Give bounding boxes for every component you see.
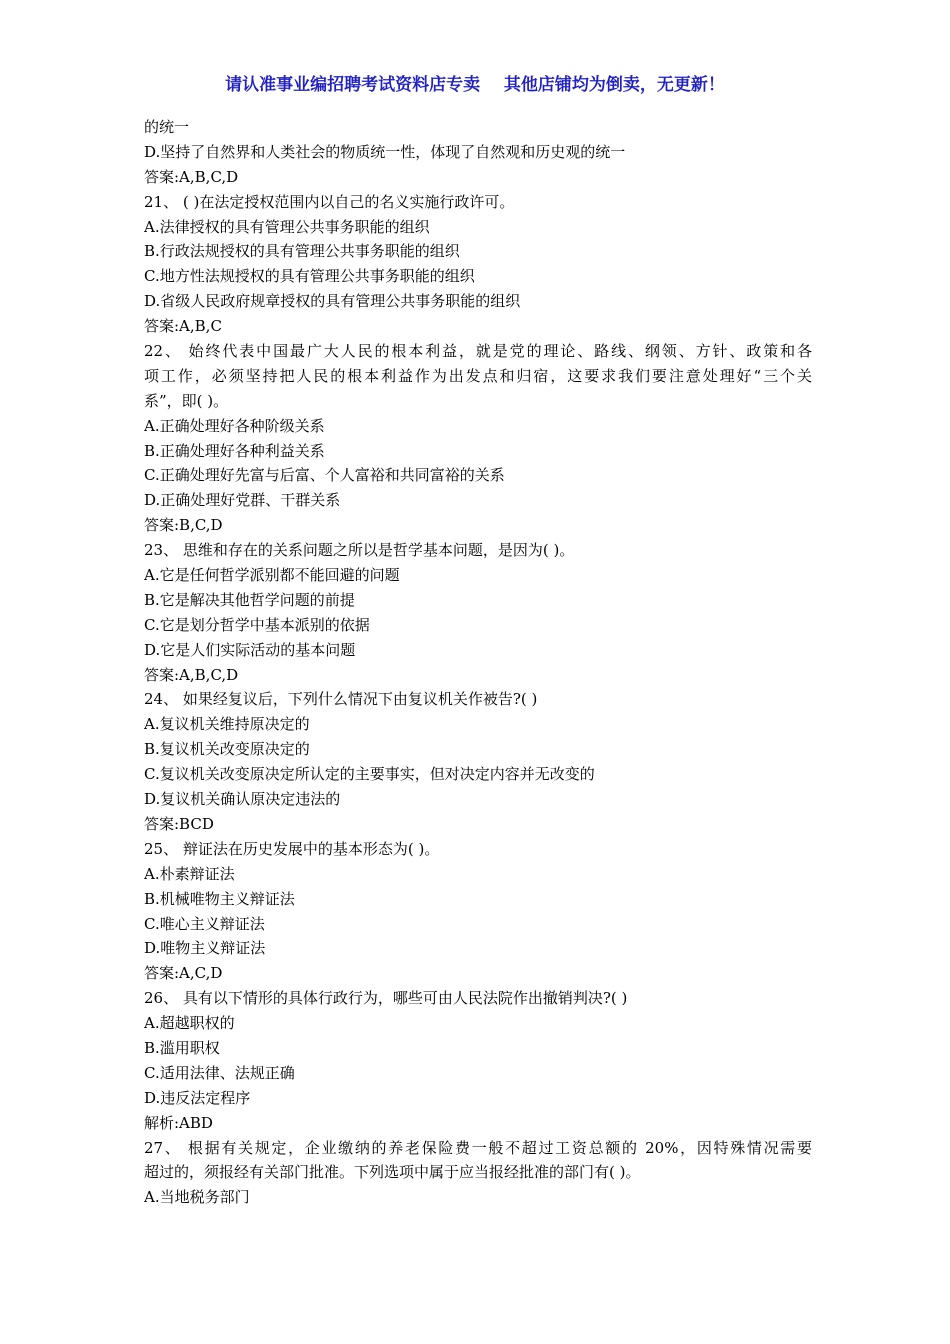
option-text: C.正确处理好先富与后富、个人富裕和共同富裕的关系 bbox=[144, 466, 505, 485]
question-text: 27、 根据有关规定，企业缴纳的养老保险费一般不超过工资总额的 20%，因特殊情况需要 bbox=[144, 1138, 812, 1157]
question-text: 26、 具有以下情形的具体行政行为，哪些可由人民法院作出撤销判决?( ) bbox=[144, 989, 628, 1008]
answer-text: 解析:ABD bbox=[144, 1113, 213, 1132]
answer-text: 答案:A,C,D bbox=[144, 964, 223, 983]
question-text: 系”，即( )。 bbox=[144, 391, 229, 410]
option-text: A.它是任何哲学派别都不能回避的问题 bbox=[144, 566, 400, 585]
option-text: B.机械唯物主义辩证法 bbox=[144, 889, 295, 908]
option-text: B.滥用职权 bbox=[144, 1038, 220, 1057]
option-text: C.地方性法规授权的具有管理公共事务职能的组织 bbox=[144, 267, 475, 286]
option-text: D.复议机关确认原决定违法的 bbox=[144, 790, 341, 809]
option-text: C.唯心主义辩证法 bbox=[144, 914, 265, 933]
option-text: D.唯物主义辩证法 bbox=[144, 939, 266, 958]
question-text: 23、 思维和存在的关系问题之所以是哲学基本问题，是因为( )。 bbox=[144, 541, 575, 560]
question-text: 项工作，必须坚持把人民的根本利益作为出发点和归宿，这要求我们要注意处理好“三个关 bbox=[144, 366, 812, 385]
question-text: 21、 ( )在法定授权范围内以自己的名义实施行政许可。 bbox=[144, 192, 515, 211]
option-text: D.坚持了自然界和人类社会的物质统一性，体现了自然观和历史观的统一 bbox=[144, 142, 626, 161]
header-banner: 请认准事业编招聘考试资料店专卖 其他店铺均为倒卖，无更新！ bbox=[225, 75, 725, 95]
option-text: A.当地税务部门 bbox=[144, 1188, 250, 1207]
option-text: A.正确处理好各种阶级关系 bbox=[144, 416, 325, 435]
option-text: D.省级人民政府规章授权的具有管理公共事务职能的组织 bbox=[144, 292, 521, 311]
option-text: C.适用法律、法规正确 bbox=[144, 1063, 295, 1082]
text-line: 的统一 bbox=[144, 118, 190, 136]
option-text: D.正确处理好党群、干群关系 bbox=[144, 491, 341, 510]
option-text: B.它是解决其他哲学问题的前提 bbox=[144, 590, 355, 609]
answer-text: 答案:A,B,C,D bbox=[144, 167, 239, 186]
answer-text: 答案:B,C,D bbox=[144, 516, 223, 535]
question-text: 25、 辩证法在历史发展中的基本形态为( )。 bbox=[144, 839, 440, 858]
option-text: A.朴素辩证法 bbox=[144, 864, 235, 883]
answer-text: 答案:BCD bbox=[144, 814, 214, 833]
question-text: 超过的，须报经有关部门批准。下列选项中属于应当报经批准的部门有( )。 bbox=[144, 1163, 641, 1182]
question-text: 24、 如果经复议后，下列什么情况下由复议机关作被告?( ) bbox=[144, 690, 538, 709]
option-text: A.法律授权的具有管理公共事务职能的组织 bbox=[144, 217, 430, 236]
document-body bbox=[144, 115, 812, 1210]
option-text: B.行政法规授权的具有管理公共事务职能的组织 bbox=[144, 242, 460, 261]
option-text: C.复议机关改变原决定所认定的主要事实，但对决定内容并无改变的 bbox=[144, 765, 595, 784]
option-text: D.违反法定程序 bbox=[144, 1088, 251, 1107]
option-text: A.超越职权的 bbox=[144, 1014, 235, 1033]
answer-text: 答案:A,B,C bbox=[144, 317, 222, 336]
option-text: D.它是人们实际活动的基本问题 bbox=[144, 640, 356, 659]
option-text: B.复议机关改变原决定的 bbox=[144, 740, 310, 759]
option-text: A.复议机关维持原决定的 bbox=[144, 715, 310, 734]
question-text: 22、 始终代表中国最广大人民的根本利益，就是党的理论、路线、纲领、方针、政策和各 bbox=[144, 342, 812, 361]
option-text: C.它是划分哲学中基本派别的依据 bbox=[144, 615, 370, 634]
option-text: B.正确处理好各种利益关系 bbox=[144, 441, 325, 460]
answer-text: 答案:A,B,C,D bbox=[144, 665, 239, 684]
